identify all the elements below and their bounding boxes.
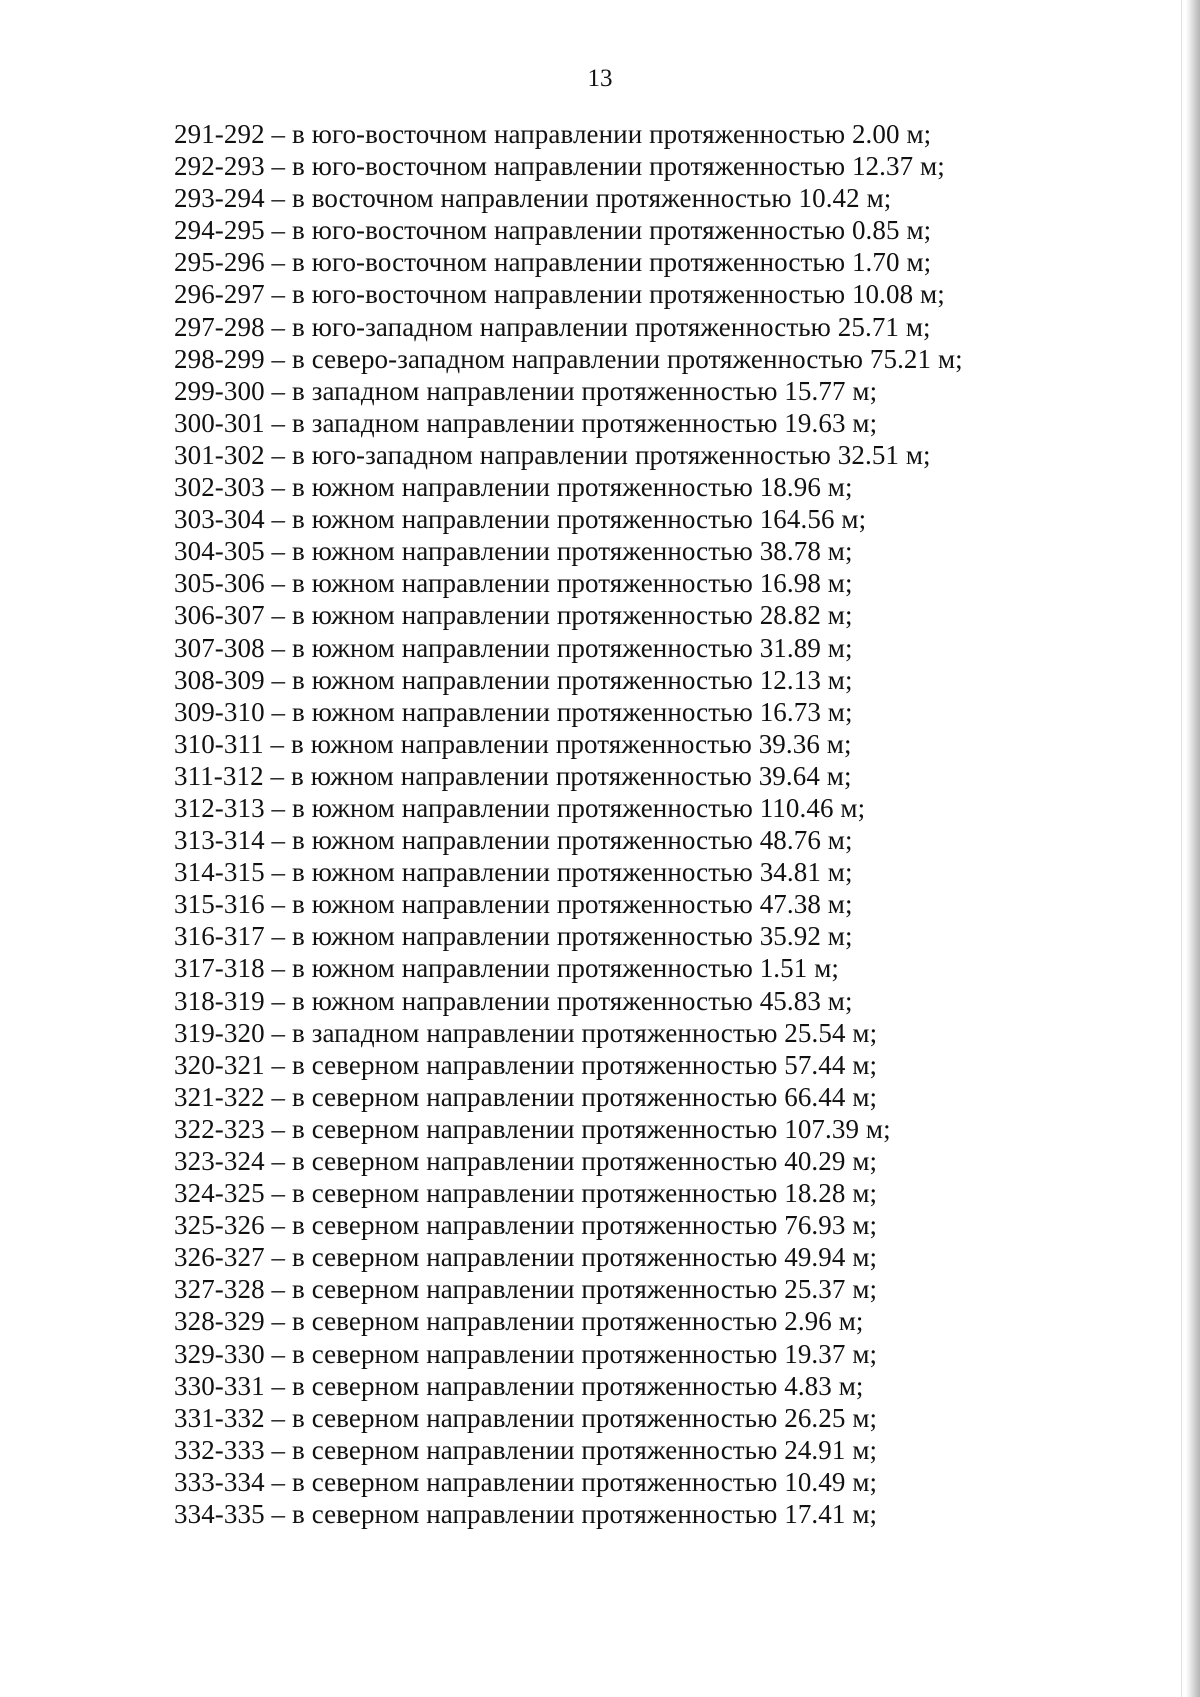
- boundary-segment-line: 319-320 – в западном направлении протяженностью 25.54 м;: [174, 1017, 878, 1048]
- boundary-segment-line: 301-302 – в юго-западном направлении протяженностью 32.51 м;: [174, 439, 931, 470]
- boundary-segment-line: 310-311 – в южном направлении протяженностью 39.36 м;: [174, 728, 852, 759]
- boundary-segment-line: 320-321 – в северном направлении протяженностью 57.44 м;: [174, 1049, 878, 1080]
- boundary-segment-line: 323-324 – в северном направлении протяженностью 40.29 м;: [174, 1146, 878, 1176]
- boundary-segment-line: 330-331 – в северном направлении протяженностью 4.83 м;: [174, 1370, 864, 1401]
- boundary-segment-line: 292-293 – в юго-восточном направлении протяженностью 12.37 м;: [174, 151, 945, 182]
- boundary-segment-line: 316-317 – в южном направлении протяженностью 35.92 м;: [174, 921, 853, 952]
- boundary-segment-line: 299-300 – в западном направлении протяженностью 15.77 м;: [174, 375, 878, 406]
- boundary-segment-line: 294-295 – в юго-восточном направлении протяженностью 0.85 м;: [174, 215, 932, 246]
- boundary-segment-line: 305-306 – в южном направлении протяженностью 16.98 м;: [174, 568, 853, 599]
- boundary-segment-line: 308-309 – в южном направлении протяженностью 12.13 м;: [174, 664, 853, 695]
- boundary-segment-line: 326-327 – в северном направлении протяженностью 49.94 м;: [174, 1242, 878, 1273]
- page-number: 13: [587, 65, 613, 92]
- boundary-segment-line: 328-329 – в северном направлении протяженностью 2.96 м;: [174, 1306, 864, 1337]
- boundary-segment-line: 307-308 – в южном направлении протяженностью 31.89 м;: [174, 632, 853, 663]
- boundary-segment-line: 325-326 – в северном направлении протяженностью 76.93 м;: [174, 1210, 878, 1241]
- boundary-segment-line: 334-335 – в северном направлении протяженностью 17.41 м;: [174, 1499, 878, 1530]
- boundary-segment-line: 311-312 – в южном направлении протяженностью 39.64 м;: [174, 760, 852, 791]
- boundary-segment-line: 314-315 – в южном направлении протяженностью 34.81 м;: [174, 857, 853, 888]
- boundary-segment-line: 302-303 – в южном направлении протяженностью 18.96 м;: [174, 472, 853, 503]
- boundary-segment-line: 298-299 – в северо-западном направлении протяженностью 75.21 м;: [174, 343, 963, 374]
- boundary-segment-line: 321-322 – в северном направлении протяженностью 66.44 м;: [174, 1081, 878, 1112]
- boundary-segment-line: 300-301 – в западном направлении протяженностью 19.63 м;: [174, 407, 878, 438]
- boundary-segment-line: 293-294 – в восточном направлении протяженностью 10.42 м;: [174, 183, 892, 214]
- boundary-segment-line: 315-316 – в южном направлении протяженностью 47.38 м;: [174, 889, 853, 920]
- boundary-segments-list: [174, 118, 1074, 1530]
- boundary-segment-line: 322-323 – в северном направлении протяженностью 107.39 м;: [174, 1113, 891, 1144]
- boundary-segment-line: 327-328 – в северном направлении протяженностью 25.37 м;: [174, 1274, 878, 1305]
- boundary-segment-line: 291-292 – в юго-восточном направлении протяженностью 2.00 м;: [174, 119, 932, 149]
- boundary-segment-line: 324-325 – в северном направлении протяженностью 18.28 м;: [174, 1178, 878, 1209]
- scan-edge-line: [1181, 0, 1182, 1697]
- boundary-segment-line: 306-307 – в южном направлении протяженностью 28.82 м;: [174, 600, 853, 631]
- boundary-segment-line: 331-332 – в северном направлении протяженностью 26.25 м;: [174, 1402, 878, 1433]
- boundary-segment-line: 303-304 – в южном направлении протяженностью 164.56 м;: [174, 504, 867, 535]
- boundary-segment-line: 333-334 – в северном направлении протяженностью 10.49 м;: [174, 1466, 878, 1497]
- boundary-segment-line: 309-310 – в южном направлении протяженностью 16.73 м;: [174, 696, 853, 727]
- boundary-segment-line: 312-313 – в южном направлении протяженностью 110.46 м;: [174, 792, 866, 823]
- boundary-segment-line: 304-305 – в южном направлении протяженностью 38.78 м;: [174, 536, 853, 567]
- boundary-segment-line: 317-318 – в южном направлении протяженностью 1.51 м;: [174, 953, 839, 984]
- boundary-segment-line: 313-314 – в южном направлении протяженностью 48.76 м;: [174, 825, 853, 856]
- boundary-segment-line: 318-319 – в южном направлении протяженностью 45.83 м;: [174, 985, 853, 1016]
- boundary-segment-line: 296-297 – в юго-восточном направлении протяженностью 10.08 м;: [174, 279, 945, 310]
- scan-edge-shadow: [1186, 0, 1200, 1697]
- boundary-segment-line: 297-298 – в юго-западном направлении протяженностью 25.71 м;: [174, 311, 931, 342]
- boundary-segment-line: 295-296 – в юго-восточном направлении протяженностью 1.70 м;: [174, 247, 932, 278]
- boundary-segment-line: 332-333 – в северном направлении протяженностью 24.91 м;: [174, 1434, 878, 1465]
- boundary-segment-line: 329-330 – в северном направлении протяженностью 19.37 м;: [174, 1338, 878, 1369]
